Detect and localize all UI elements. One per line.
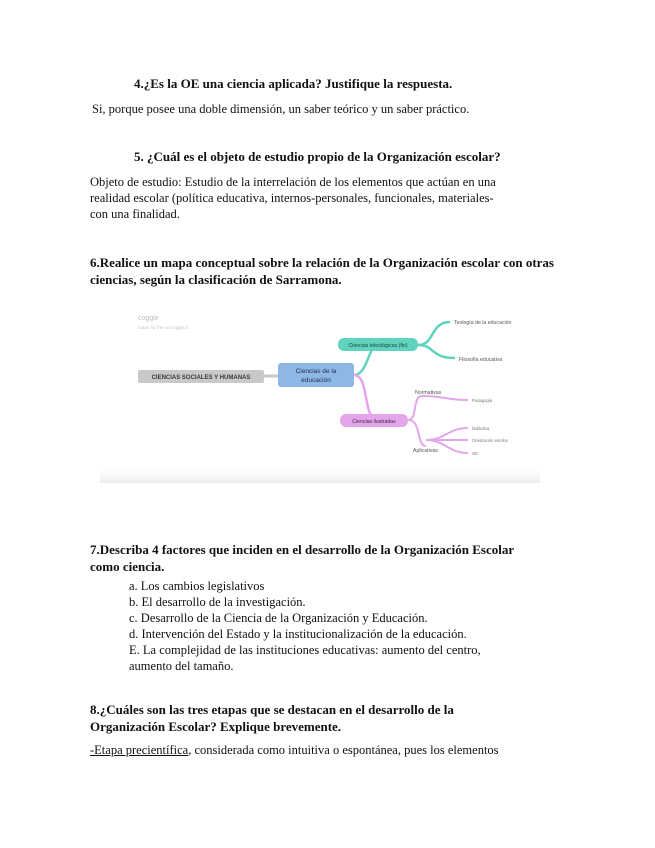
- title-line: ciencias, según la clasificación de Sarramona.: [90, 272, 342, 287]
- aplicativas-child-3: OE: [472, 451, 479, 456]
- teleo-child-2: Filosofía educativa: [459, 357, 503, 363]
- title-line: 8.¿Cuáles son las tres etapas que se destacan en el desarrollo de la: [90, 702, 454, 717]
- teleo-child-1: Teología de la educación: [454, 320, 512, 326]
- question-7-title: [90, 541, 514, 575]
- normativas-child-1: Pedagogía: [472, 398, 493, 403]
- list-item: b. El desarrollo de la investigación.: [129, 595, 306, 609]
- question-4-answer: Si, porque posee una doble dimensión, un saber teórico y un saber práctico.: [92, 102, 470, 116]
- question-5-answer: [90, 174, 496, 222]
- question-6-title: [90, 254, 554, 288]
- aplicativas-label: Aplicativas: [413, 448, 438, 454]
- aplicativas-child-1: Didáctica: [472, 426, 490, 431]
- stage-label: -Etapa precientífica: [90, 743, 189, 757]
- aplicativas-branch-1: [426, 428, 468, 440]
- coggle-watermark-sub: made for free at coggle.it: [138, 325, 188, 330]
- list-item: c. Desarrollo de la Ciencia de la Organización y Educación.: [129, 611, 428, 625]
- list-item: E. La complejidad de las instituciones educativas: aumento del centro,: [129, 643, 481, 657]
- title-line: como ciencia.: [90, 559, 165, 574]
- list-item: aumento del tamaño.: [129, 659, 234, 673]
- aplicativas-connector: [408, 420, 426, 446]
- title-line: Organización Escolar? Explique brevemente.: [90, 719, 342, 734]
- coggle-watermark: coggle: [138, 315, 159, 322]
- question-5-title: 5. ¿Cuál es el objeto de estudio propio de la Organización escolar?: [134, 149, 501, 164]
- center-node-label-2: educación: [301, 377, 331, 384]
- stage-description: , considerada como intuitiva o espontánea, pues los elementos: [188, 743, 499, 757]
- map-shadow: [100, 465, 540, 483]
- answer-line: Objeto de estudio: Estudio de la interrelación de los elementos que actúan en una: [90, 175, 496, 189]
- question-4-title: 4.¿Es la OE una ciencia aplicada? Justifique la respuesta.: [134, 76, 453, 91]
- teleo-branch-2: [418, 345, 455, 358]
- teleo-node-label: Ciencias teleológicas (fin): [348, 343, 408, 349]
- normativas-label: Normativas: [415, 390, 442, 396]
- concept-map: [100, 300, 540, 485]
- answer-line: con una finalidad.: [90, 207, 180, 221]
- ilustradas-node-label: Ciencias ilustradas: [352, 419, 396, 425]
- aplicativas-child-2: Orientación escolar: [472, 438, 509, 443]
- normativas-connector: [408, 396, 422, 420]
- root-node-label: CIENCIAS SOCIALES Y HUMANAS: [151, 375, 251, 381]
- question-8-answer: [90, 742, 499, 758]
- list-item: d. Intervención del Estado y la institucionalización de la educación.: [129, 627, 467, 641]
- normativas-line: [422, 396, 468, 400]
- ilustradas-connector: [354, 375, 378, 420]
- answer-line: realidad escolar (política educativa, internos-personales, funcionales, materiales-: [90, 191, 494, 205]
- question-7-list: [129, 578, 481, 674]
- center-node-label-1: Ciencias de la: [295, 368, 337, 375]
- title-line: 6.Realice un mapa conceptual sobre la relación de la Organización escolar con otras: [90, 255, 554, 270]
- title-line: 7.Describa 4 factores que inciden en el desarrollo de la Organización Escolar: [90, 542, 515, 557]
- teleo-branch-1: [418, 322, 450, 345]
- list-item: a. Los cambios legislativos: [129, 579, 265, 593]
- question-8-title: [90, 701, 454, 735]
